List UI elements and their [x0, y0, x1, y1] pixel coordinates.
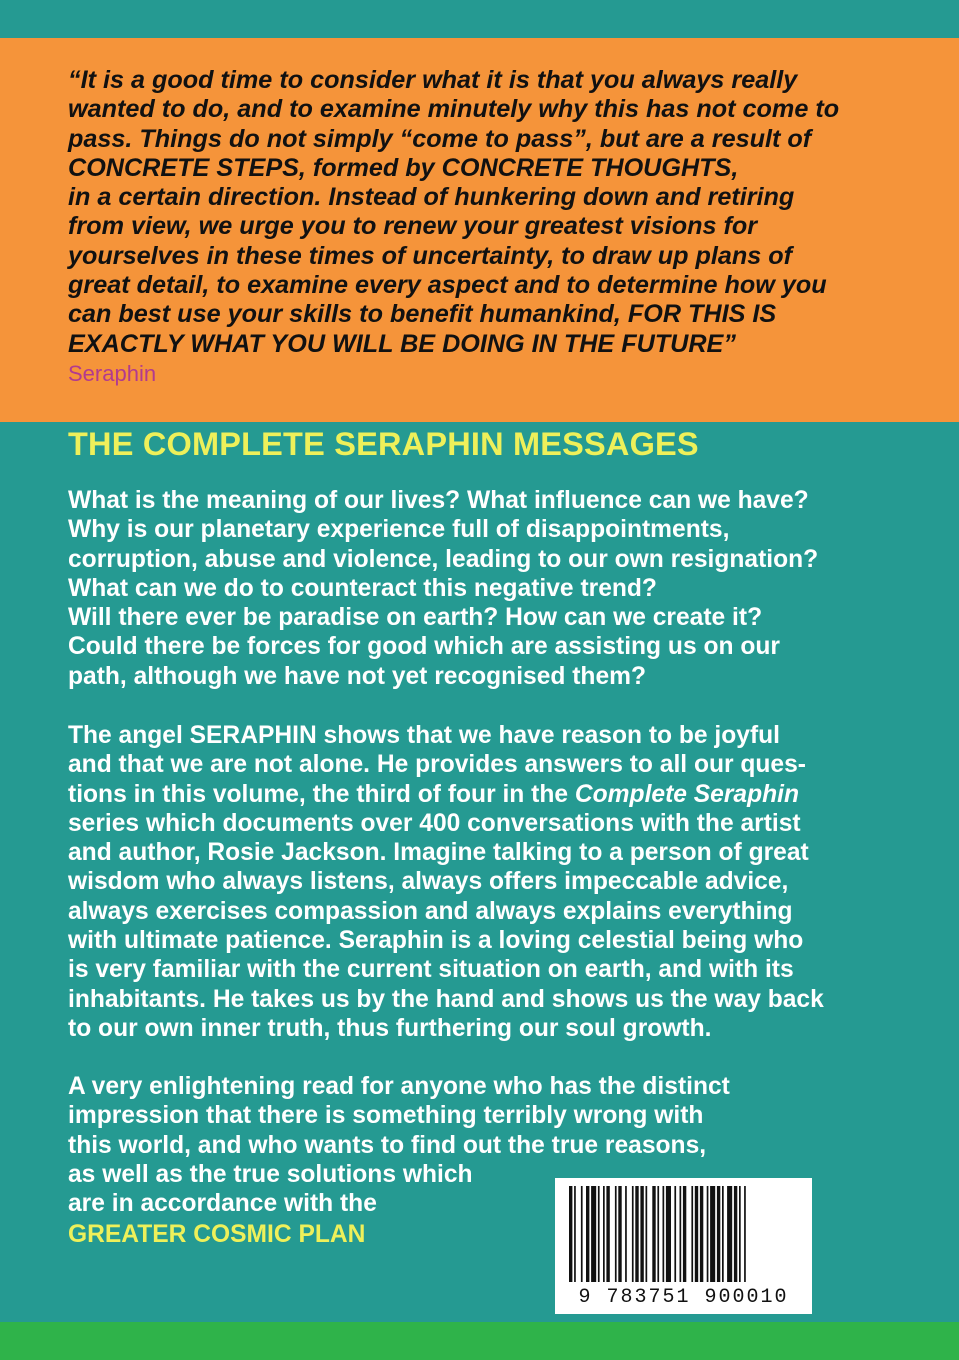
barcode-bar	[744, 1186, 746, 1282]
barcode-bar	[739, 1186, 741, 1282]
quote-text: “It is a good time to consider what it is that you always really wanted to do, and to examine minutely why this has not come to pass. Things do not simply “come to pass”, but are a result of CONCRETE STEPS, formed by CONCRETE THOUGHTS, in a certain direction. Instead of hunkering down and retiring from view, we urge you to renew your greatest visions for yourselves in these times of uncertainty, to draw up plans of great detail, to examine every aspect and to determine how you can best use your skills to benefit humankind, FOR THIS IS EXACTLY WHAT YOU WILL BE DOING IN THE FUTURE”	[68, 66, 840, 358]
description-paragraph	[68, 721, 948, 1043]
book-heading: THE COMPLETE SERAPHIN MESSAGES	[68, 426, 699, 462]
barcode-bar	[635, 1186, 638, 1282]
barcode-bar	[674, 1186, 676, 1282]
quote-panel	[0, 38, 959, 422]
barcode-bar	[666, 1186, 671, 1282]
barcode-bar	[663, 1186, 665, 1282]
description-text-start: The angel SERAPHIN shows that we have reason to be joyful and that we are not alone. He provides answers to all our ques- tions in this volume, the third of four in the	[68, 722, 806, 808]
barcode-bar	[586, 1186, 589, 1282]
barcode-bar	[598, 1186, 600, 1282]
barcode-bar	[707, 1186, 709, 1282]
barcode-bar	[652, 1186, 655, 1282]
barcode-bar	[680, 1186, 682, 1282]
barcode-bar	[574, 1186, 576, 1282]
isbn-barcode	[555, 1178, 812, 1314]
barcode-bar	[695, 1186, 698, 1282]
barcode-bar	[683, 1186, 686, 1282]
barcode-bar	[717, 1186, 720, 1282]
barcode-bar	[734, 1186, 737, 1282]
barcode-bar	[625, 1186, 627, 1282]
quote-author: Seraphin	[68, 361, 157, 386]
barcode-bar	[691, 1186, 693, 1282]
barcode-bars	[555, 1178, 812, 1288]
tagline-greater-cosmic-plan: GREATER COSMIC PLAN	[68, 1221, 366, 1248]
barcode-bar	[603, 1186, 605, 1282]
barcode-number: 9 783751 900010	[578, 1286, 789, 1309]
description-text-end: series which documents over 400 conversations with the artist and author, Rosie Jackson. Imagine talking to a person of great wisdom who always listens, always offers impeccable advice, always exercises compassion and always explains everything with ultimate patience. Seraphin is a loving celestial being who is very familiar with the current situation on earth, and with its inhabitants. He takes us by the hand and shows us the way back to our own inner truth, thus furthering our soul growth.	[68, 809, 824, 1042]
barcode-bar	[646, 1186, 648, 1282]
barcode-bar	[615, 1186, 617, 1282]
barcode-bar	[581, 1186, 583, 1282]
barcode-bar	[700, 1186, 703, 1282]
barcode-bar	[722, 1186, 724, 1282]
closing-paragraph: A very enlightening read for anyone who has the distinct impression that there is something terribly wrong with this world, and who wants to find out the true reasons, as well as the true solutions which are in accordance with the	[68, 1073, 730, 1218]
barcode-bar	[606, 1186, 609, 1282]
bottom-border-strip	[0, 1322, 959, 1360]
barcode-bar	[727, 1186, 732, 1282]
barcode-bar	[640, 1186, 643, 1282]
barcode-bar	[710, 1186, 715, 1282]
barcode-bar	[569, 1186, 572, 1282]
intro-questions-paragraph: What is the meaning of our lives? What influence can we have? Why is our planetary experience full of disappointments, corruption, abuse and violence, leading to our own resignation? What can we do to counteract this negative trend? Will there ever be paradise on earth? How can we create it? Could there be forces for good which are assisting us on our path, although we have not yet recognised them?	[68, 487, 819, 690]
barcode-bar	[618, 1186, 621, 1282]
top-border-strip	[0, 0, 959, 38]
series-title-italic: Complete Seraphin	[574, 780, 800, 808]
barcode-bar	[632, 1186, 634, 1282]
barcode-bar	[657, 1186, 659, 1282]
barcode-bar	[591, 1186, 596, 1282]
